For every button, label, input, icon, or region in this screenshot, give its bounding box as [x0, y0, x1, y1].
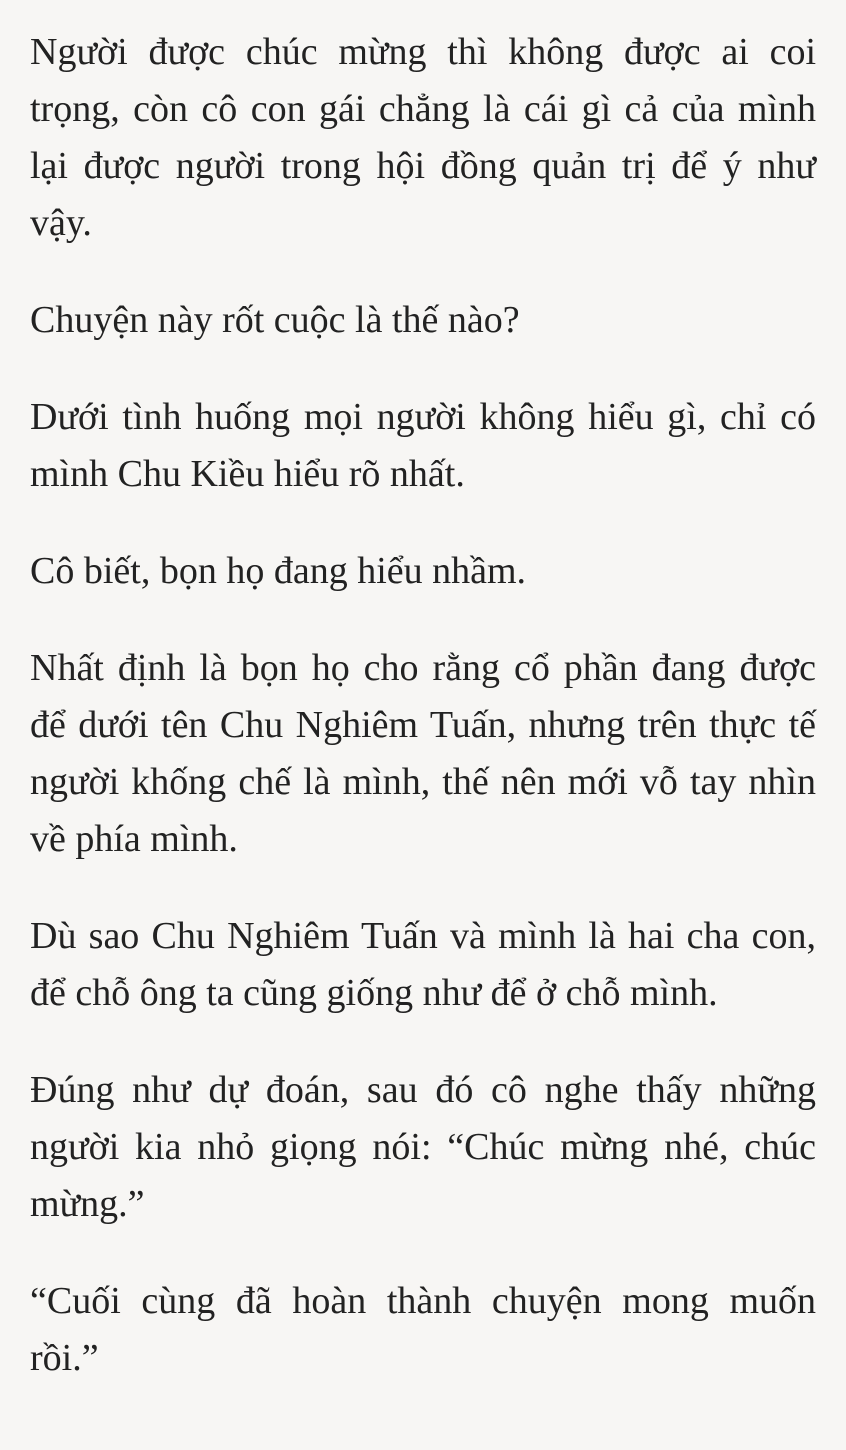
- chapter-text[interactable]: [30, 24, 816, 1387]
- paragraph: Dù sao Chu Nghiêm Tuấn và mình là hai cha con, để chỗ ông ta cũng giống như để ở chỗ mình.: [30, 915, 816, 1014]
- paragraph: Dưới tình huống mọi người không hiểu gì, chỉ có mình Chu Kiều hiểu rõ nhất.: [30, 396, 816, 495]
- paragraph: “Cuối cùng đã hoàn thành chuyện mong muốn rồi.”: [30, 1280, 816, 1379]
- paragraph: Đúng như dự đoán, sau đó cô nghe thấy những người kia nhỏ giọng nói: “Chúc mừng nhé, chúc mừng.”: [30, 1069, 816, 1225]
- paragraph: Cô biết, bọn họ đang hiểu nhầm.: [30, 550, 527, 592]
- paragraph: Người được chúc mừng thì không được ai coi trọng, còn cô con gái chẳng là cái gì cả của mình lại được người trong hội đồng quản trị để ý như vậy.: [30, 31, 816, 244]
- paragraph: Chuyện này rốt cuộc là thế nào?: [30, 299, 520, 341]
- paragraph: Nhất định là bọn họ cho rằng cổ phần đang được để dưới tên Chu Nghiêm Tuấn, nhưng trên thực tế người khống chế là mình, thế nên mới vỗ tay nhìn về phía mình.: [30, 647, 816, 860]
